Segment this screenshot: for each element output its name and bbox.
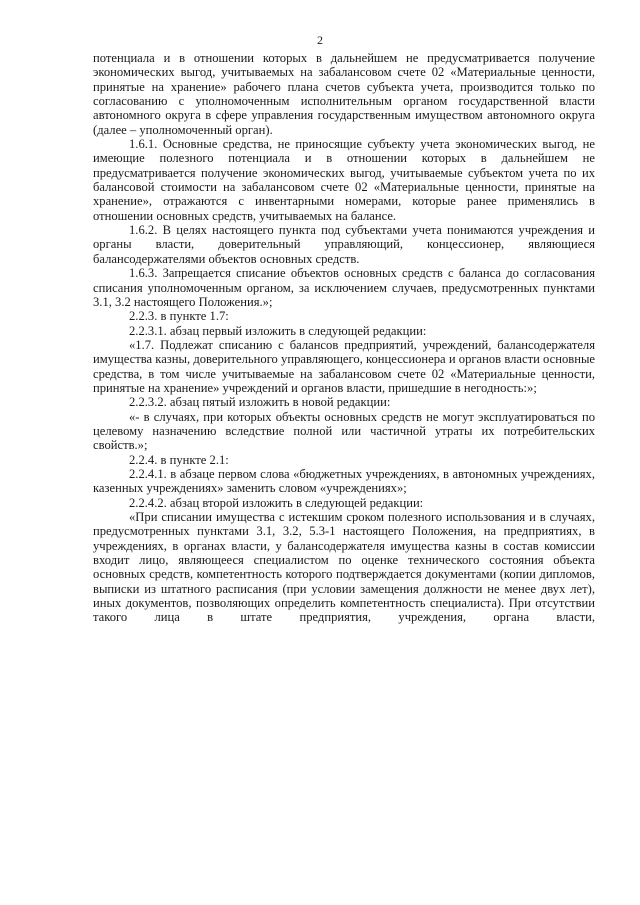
paragraph-continuation: потенциала и в отношении которых в дальнейшем не предусматривается получение экономических выгод, учитываемых на забалансовом счете 02 «Материальные ценности, принятые на хранение» рабочего плана счетов субъекта учета, производится только по согласованию с уполномоченным исполнительным органом государственной власти автономного округа в сфере управления государственным имуществом автономного округа (далее – уполномоченный орган). xyxy=(93,51,595,137)
paragraph-quote-cases: «- в случаях, при которых объекты основных средств не могут эксплуатироваться по целевому назначению вследствие полной или частичной утраты их потребительских свойств.»; xyxy=(93,409,595,453)
paragraph-quote-1-7: «1.7. Подлежат списанию с балансов предприятий, учреждений, балансодержателя имущества казны, доверительного управляющего, концессионера и органов власти основные средства, в том числе учитываемые на забалансовом счете 02 «Материальные ценности, принятые на хранение» учреждений и органов власти, пришедшие в негодность:»; xyxy=(93,337,595,395)
paragraph-2-2-3: 2.2.3. в пункте 1.7: xyxy=(129,309,229,324)
document-body xyxy=(93,51,595,625)
paragraph-quote-write-off: «При списании имущества с истекшим сроком полезного использования и в случаях, предусмотренных пунктами 3.1, 3.2, 5.3-1 настоящего Положения, на предприятиях, в учреждениях, в органах власти, у балансодержателя имущества казны в состав комиссии входит лицо, являющееся специалистом по оценке технического состояния объекта основных средств, компетентность которого подтверждается документами (копии дипломов, выписки из штатного расписания (при условии замещения должности не менее двух лет), иных документов, позволяющих определить компетентность специалиста). При отсутствии такого лица в штате предприятия, учреждения, органа власти, xyxy=(93,510,595,625)
paragraph-1-6-1: 1.6.1. Основные средства, не приносящие субъекту учета экономических выгод, не имеющие полезного потенциала и в отношении которых в дальнейшем не предусматривается получение экономических выгод, учитываемые субъектом учета по их балансовой стоимости на забалансовом счете 02 «Материальные ценности, принятые на хранение», отражаются с инвентарными номерами, которые ранее применялись в отношении основных средств, учитываемых на балансе. xyxy=(93,137,595,223)
paragraph-2-2-4: 2.2.4. в пункте 2.1: xyxy=(129,452,229,467)
paragraph-2-2-3-1: 2.2.3.1. абзац первый изложить в следующей редакции: xyxy=(129,323,427,338)
paragraph-2-2-4-1: 2.2.4.1. в абзаце первом слова «бюджетных учреждениях, в автономных учреждениях, казенных учреждениях» заменить словом «учреждениях»; xyxy=(93,466,595,496)
page-number: 2 xyxy=(317,33,323,47)
paragraph-2-2-3-2: 2.2.3.2. абзац пятый изложить в новой редакции: xyxy=(129,395,391,410)
paragraph-2-2-4-2: 2.2.4.2. абзац второй изложить в следующей редакции: xyxy=(129,495,424,510)
paragraph-1-6-2: 1.6.2. В целях настоящего пункта под субъектами учета понимаются учреждения и органы власти, доверительный управляющий, концессионер, являющиеся балансодержателями объектов основных средств. xyxy=(93,223,595,266)
paragraph-1-6-3: 1.6.3. Запрещается списание объектов основных средств с баланса до согласования списания уполномоченным органом, за исключением случаев, предусмотренных пунктами 3.1, 3.2 настоящего Положения.»; xyxy=(93,266,595,309)
